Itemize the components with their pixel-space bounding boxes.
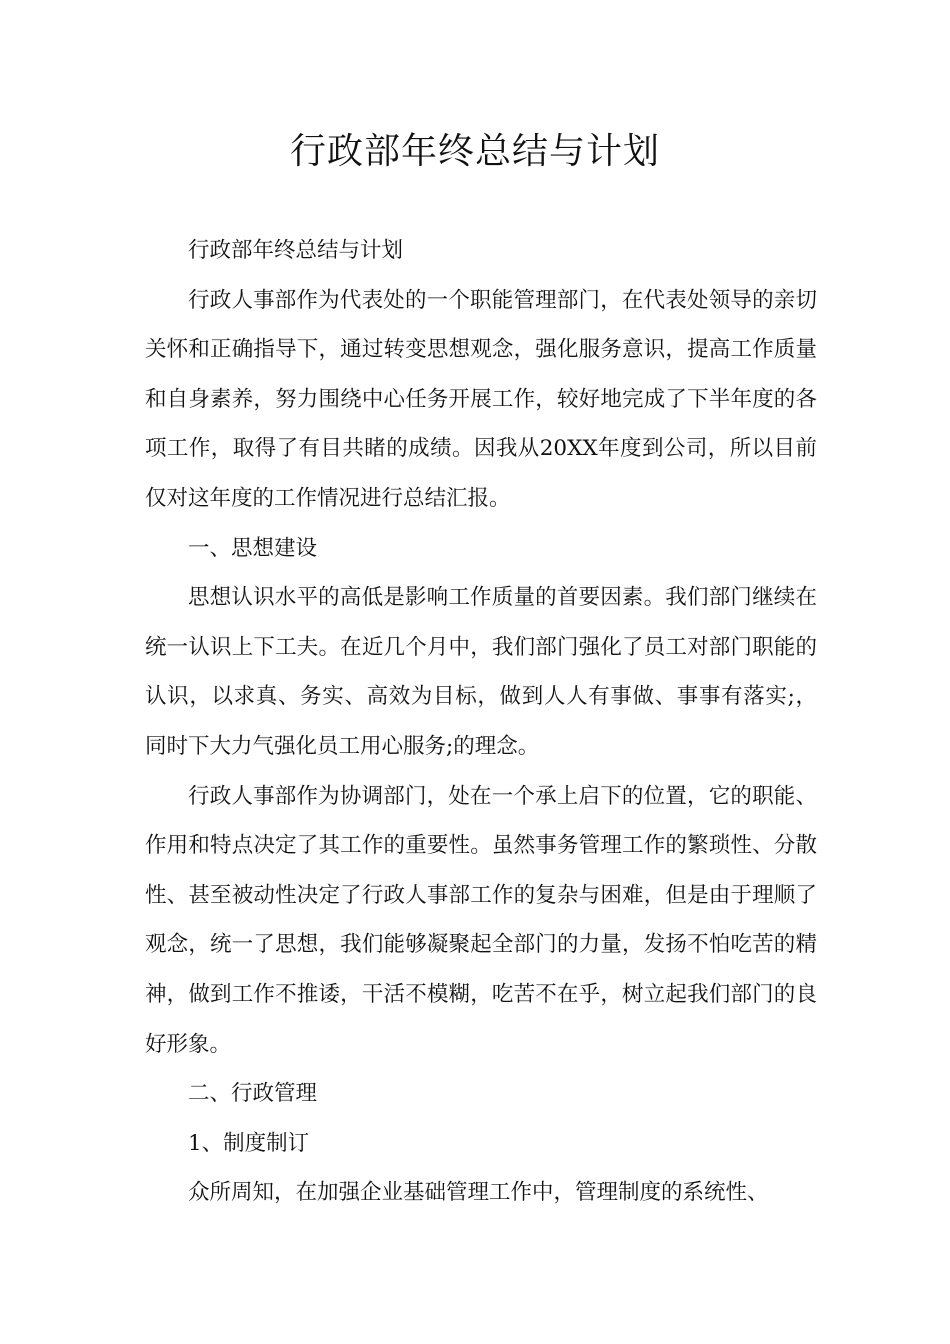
section-heading-admin: 二、行政管理 [188,1081,318,1107]
paragraph-ideology-2: 行政人事部作为协调部门，处在一个承上启下的位置，它的职能、作用和特点决定了其工作的重要性。虽然事务管理工作的繁琐性、分散性、甚至被动性决定了行政人事部工作的复杂与困难，但是由于理顺了观念，统一了思想，我们能够凝聚起全部门的力量，发扬不怕吃苦的精神，做到工作不推诿，干活不模糊，吃苦不在乎，树立起我们部门的良好形象。 [145,783,817,1057]
paragraph-intro: 行政人事部作为代表处的一个职能管理部门，在代表处领导的亲切关怀和正确指导下，通过转变思想观念，强化服务意识，提高工作质量和自身素养，努力围绕中心任务开展工作，较好地完成了下半年度的各项工作，取得了有目共睹的成绩。因我从20XX年度到公司，所以目前仅对这年度的工作情况进行总结汇报。 [145,287,817,511]
document-title: 行政部年终总结与计划 [289,131,660,172]
paragraph-ideology-1: 思想认识水平的高低是影响工作质量的首要因素。我们部门继续在统一认识上下工夫。在近几个月中，我们部门强化了员工对部门职能的认识，以求真、务实、高效为目标，做到人人有事做、事事有落实;，同时下大力气强化员工用心服务;的理念。 [145,585,817,759]
subsection-heading-rules: 1、制度制订 [188,1130,310,1156]
paragraph-rules: 众所周知，在加强企业基础管理工作中，管理制度的系统性、 [188,1180,769,1206]
section-heading-ideology: 一、思想建设 [188,535,318,561]
document-body [145,226,817,1218]
paragraph-subtitle: 行政部年终总结与计划 [188,238,404,263]
